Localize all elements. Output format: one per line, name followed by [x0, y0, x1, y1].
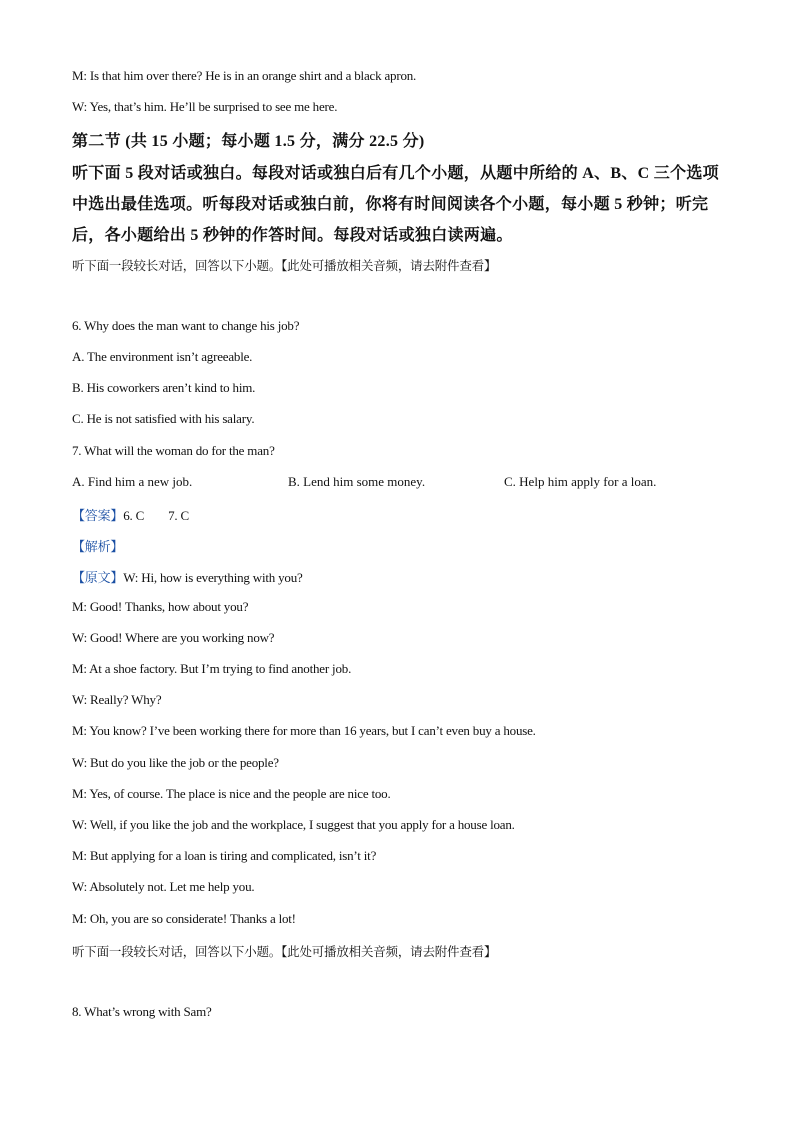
question-6: 6. Why does the man want to change his job?: [72, 318, 300, 333]
question-7-option-b: B. Lend him some money.: [288, 474, 426, 489]
transcript-line: W: Absolutely not. Let me help you.: [72, 879, 255, 894]
transcript-line: M: At a shoe factory. But I’m trying to find another job.: [72, 661, 352, 676]
question-7-option-c: C. Help him apply for a loan.: [504, 474, 657, 489]
section-instructions-line: 后，各小题给出 5 秒钟的作答时间。每段对话或独白读两遍。: [72, 227, 513, 244]
dialogue-line: M: Is that him over there? He is in an orange shirt and a black apron.: [72, 68, 417, 83]
transcript-line: W: But do you like the job or the people?: [72, 755, 279, 770]
answer-line: [72, 505, 189, 524]
question-6-option-a: A. The environment isn’t agreeable.: [72, 349, 253, 364]
transcript-line: W: Hi, how is everything with you?: [123, 570, 303, 585]
transcript-tag: 【原文】: [72, 571, 124, 586]
listen-note: 听下面一段较长对话，回答以下小题。【此处可播放相关音频，请去附件查看】: [72, 258, 497, 273]
question-7: 7. What will the woman do for the man?: [72, 443, 275, 458]
transcript-line: M: You know? I’ve been working there for more than 16 years, but I can’t even buy a house.: [72, 723, 536, 738]
transcript-line: M: Good! Thanks, how about you?: [72, 599, 249, 614]
transcript-line: W: Good! Where are you working now?: [72, 630, 275, 645]
dialogue-line: W: Yes, that’s him. He’ll be surprised to see me here.: [72, 99, 338, 114]
question-6-option-b: B. His coworkers aren’t kind to him.: [72, 380, 256, 395]
listen-note: 听下面一段较长对话，回答以下小题。【此处可播放相关音频，请去附件查看】: [72, 944, 497, 959]
question-8: 8. What’s wrong with Sam?: [72, 1004, 212, 1019]
answer-7: 7. C: [168, 508, 189, 523]
answer-6: 6. C: [123, 508, 145, 523]
analysis-line: [72, 536, 123, 555]
transcript-line: M: Yes, of course. The place is nice and the people are nice too.: [72, 786, 391, 801]
transcript-first-line: [72, 567, 303, 586]
transcript-line: W: Well, if you like the job and the workplace, I suggest that you apply for a house loan.: [72, 817, 515, 832]
answer-tag: 【答案】: [72, 509, 124, 524]
section-instructions-line: 听下面 5 段对话或独白。每段对话或独白后有几个小题，从题中所给的 A、B、C 三个选项: [72, 165, 719, 182]
analysis-tag: 【解析】: [72, 540, 124, 555]
question-6-option-c: C. He is not satisfied with his salary.: [72, 411, 255, 426]
transcript-line: M: But applying for a loan is tiring and complicated, isn’t it?: [72, 848, 377, 863]
section-instructions-line: 中选出最佳选项。听每段对话或独白前，你将有时间阅读各个小题，每小题 5 秒钟；听完: [72, 196, 709, 213]
transcript-line: W: Really? Why?: [72, 692, 162, 707]
transcript-line: M: Oh, you are so considerate! Thanks a lot!: [72, 911, 296, 926]
question-7-option-a: A. Find him a new job.: [72, 474, 193, 489]
section-title: 第二节 (共 15 小题；每小题 1.5 分，满分 22.5 分): [72, 133, 425, 150]
